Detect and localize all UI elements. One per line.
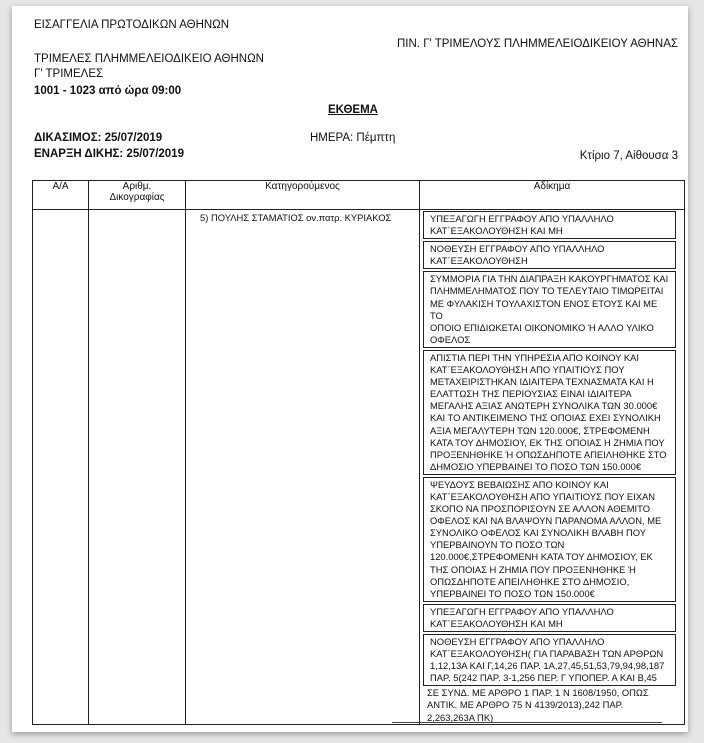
hearing-day: ΗΜΕΡΑ: Πέμπτη: [310, 132, 396, 144]
cases-table: [32, 180, 685, 725]
charge-item: ΥΠΕΞΑΓΩΓΗ ΕΓΓΡΑΦΟΥ ΑΠΟ ΥΠΑΛΛΗΛΟ ΚΑΤ΄ΕΞΑΚΟΛΟΥΘΗΣΗ ΚΑΙ ΜΗ: [423, 604, 676, 632]
charge-item: ΝΟΘΕΥΣΗ ΕΓΓΡΑΦΟΥ ΑΠΟ ΥΠΑΛΛΗΛΟ ΚΑΤ΄ΕΞΑΚΟΛΟΥΘΗΣΗ( ΓΙΑ ΠΑΡΑΒΑΣΗ ΤΩΝ ΑΡΘΡΩΝ 1,12,13Α ΚΑΙ Γ,14,26 ΠΑΡ. 1Α,27,45,51,53,79,94,98,187 ΠΑΡ. 5(242 ΠΑΡ. 3-1,256 ΠΕΡ. Γ ΥΠΟΠΕΡ. Α ΚΑΙ Β,45: [423, 634, 676, 686]
table-header-row: [33, 181, 685, 210]
hearing-date: ΔΙΚΑΣΙΜΟΣ: 25/07/2019: [34, 132, 163, 144]
prosecutor-office: ΕΙΣΑΓΓΕΛΙΑ ΠΡΩΤΟΔΙΚΩΝ ΑΘΗΝΩΝ: [34, 19, 230, 31]
cell-offenses: [420, 210, 685, 725]
defendant-name: 5) ΠΟΥΛΗΣ ΣΤΑΜΑΤΙΟΣ ον.πατρ. ΚΥΡΙΑΚΟΣ: [200, 212, 392, 223]
charge-item: ΥΠΕΞΑΓΩΓΗ ΕΓΓΡΑΦΟΥ ΑΠΟ ΥΠΑΛΛΗΛΟ ΚΑΤ΄ΕΞΑΚΟΛΟΥΘΗΣΗ ΚΑΙ ΜΗ: [423, 211, 676, 239]
charge-item: ΝΟΘΕΥΣΗ ΕΓΓΡΑΦΟΥ ΑΠΟ ΥΠΑΛΛΗΛΟ ΚΑΤ΄ΕΞΑΚΟΛΟΥΘΗΣΗ: [423, 241, 676, 269]
table-row: [33, 210, 685, 725]
header-aa: Α/Α: [33, 181, 89, 210]
court-division: Γ' ΤΡΙΜΕΛΕΣ: [34, 68, 104, 80]
case-range: 1001 - 1023 από ώρα 09:00: [34, 85, 182, 97]
header-defendant: Κατηγορούμενος: [186, 181, 420, 210]
court-president: ΠΙΝ. Γ' ΤΡΙΜΕΛΟΥΣ ΠΛΗΜΜΕΛΕΙΟΔΙΚΕΙΟΥ ΑΘΗΝΑΣ: [397, 38, 678, 50]
charge-legal-reference: ΣΕ ΣΥΝΔ. ΜΕ ΑΡΘΡΟ 1 ΠΑΡ. 1 Ν 1608/1950, ΟΠΩΣ ΑΝΤΙΚ. ΜΕ ΑΡΘΡΟ 75 Ν 4139/2013),242 ΠΑΡ. 2,263,263Α ΠΚ): [427, 687, 649, 723]
document-page: [12, 6, 688, 732]
page-cut-line: [392, 722, 662, 731]
courtroom-location: Κτίριο 7, Αίθουσα 3: [579, 150, 678, 162]
trial-start-date: ΕΝΑΡΞΗ ΔΙΚΗΣ: 25/07/2019: [34, 148, 184, 160]
header-record-number: Αριθμ. Δικογραφίας: [89, 181, 186, 210]
charge-item: ΣΥΜΜΟΡΙΑ ΓΙΑ ΤΗΝ ΔΙΑΠΡΑΞΗ ΚΑΚΟΥΡΓΗΜΑΤΟΣ ΚΑΙ ΠΛΗΜΜΕΛΗΜΑΤΟΣ ΠΟΥ ΤΟ ΤΕΛΕΥΤΑΙΟ ΤΙΜΩΡΕΙΤΑΙ ΜΕ ΦΥΛΑΚΙΣΗ ΤΟΥΛΑΧΙΣΤΟΝ ΕΝΟΣ ΕΤΟΥΣ ΚΑΙ ΜΕ ΤΟ ΟΠΟΙΟ ΕΠΙΔΙΩΚΕΤΑΙ ΟΙΚΟΝΟΜΙΚΟ Ή ΑΛΛΟ ΥΛΙΚΟ ΟΦΕΛΟΣ: [423, 271, 676, 348]
document-title: ΕΚΘΕΜΑ: [328, 104, 378, 116]
header-offense: Αδίκημα: [420, 181, 685, 210]
cell-defendant: [186, 210, 420, 725]
cell-aa: [33, 210, 89, 725]
court-name: ΤΡΙΜΕΛΕΣ ΠΛΗΜΜΕΛΕΙΟΔΙΚΕΙΟ ΑΘΗΝΩΝ: [34, 53, 264, 65]
cell-record-number: [89, 210, 186, 725]
charge-item: ΨΕΥΔΟΥΣ ΒΕΒΑΙΩΣΗΣ ΑΠΟ ΚΟΙΝΟΥ ΚΑΙ ΚΑΤ΄ΕΞΑΚΟΛΟΥΘΗΣΗ ΑΠΟ ΥΠΑΙΤΙΟΥΣ ΠΟΥ ΕΙΧΑΝ ΣΚΟΠΟ ΝΑ ΠΡΟΣΠΟΡΙΣΟΥΝ ΣΕ ΑΛΛΟΝ ΑΘΕΜΙΤΟ ΟΦΕΛΟΣ ΚΑΙ ΝΑ ΒΛΑΨΟΥΝ ΠΑΡΑΝΟΜΑ ΑΛΛΟΝ, ΜΕ ΣΥΝΟΛΙΚΟ ΟΦΕΛΟΣ ΚΑΙ ΣΥΝΟΛΙΚΗ ΒΛΑΒΗ ΠΟΥ ΥΠΕΡΒΑΙΝΟΥΝ ΤΟ ΠΟΣΟ ΤΩΝ 120.000€,ΣΤΡΕΦΟΜΕΝΗ ΚΑΤΑ ΤΟΥ ΔΗΜΟΣΙΟΥ, ΕΚ ΤΗΣ ΟΠΟΙΑΣ Η ΖΗΜΙΑ ΠΟΥ ΠΡΟΞΕΝΗΘΗΚΕ Ή ΟΠΩΣΔΗΠΟΤΕ ΑΠΕΙΛΗΘΗΚΕ ΣΤΟ ΔΗΜΟΣΙΟ, ΥΠΕΡΒΑΙΝΕΙ ΤΟ ΠΟΣΟ ΤΩΝ 150.000€: [423, 477, 676, 602]
charge-item: ΑΠΙΣΤΙΑ ΠΕΡΙ ΤΗΝ ΥΠΗΡΕΣΙΑ ΑΠΟ ΚΟΙΝΟΥ ΚΑΙ ΚΑΤ΄ΕΞΑΚΟΛΟΥΘΗΣΗ ΑΠΟ ΥΠΑΙΤΙΟΥΣ ΠΟΥ ΜΕΤΑΧΕΙΡΙΣΤΗΚΑΝ ΙΔΙΑΙΤΕΡΑ ΤΕΧΝΑΣΜΑΤΑ ΚΑΙ Η ΕΛΑΤΤΩΣΗ ΤΗΣ ΠΕΡΙΟΥΣΙΑΣ ΕΙΝΑΙ ΙΔΙΑΙΤΕΡΑ ΜΕΓΑΛΗΣ ΑΞΙΑΣ ΑΝΩΤΕΡΗ ΣΥΝΟΛΙΚΑ ΤΩΝ 30.000€ ΚΑΙ ΤΟ ΑΝΤΙΚΕΙΜΕΝΟ ΤΗΣ ΟΠΟΙΑΣ ΕΧΕΙ ΣΥΝΟΛΙΚΗ ΑΞΙΑ ΜΕΓΑΛΥΤΕΡΗ ΤΩΝ 120.000€, ΣΤΡΕΦΟΜΕΝΗ ΚΑΤΑ ΤΟΥ ΔΗΜΟΣΙΟΥ, ΕΚ ΤΗΣ ΟΠΟΙΑΣ Η ΖΗΜΙΑ ΠΟΥ ΠΡΟΞΕΝΗΘΗΚΕ Ή ΟΠΩΣΔΗΠΟΤΕ ΑΠΕΙΛΗΘΗΚΕ ΣΤΟ ΔΗΜΟΣΙΟ ΥΠΕΡΒΑΙΝΕΙ ΤΟ ΠΟΣΟ ΤΩΝ 150.000€: [423, 350, 676, 475]
